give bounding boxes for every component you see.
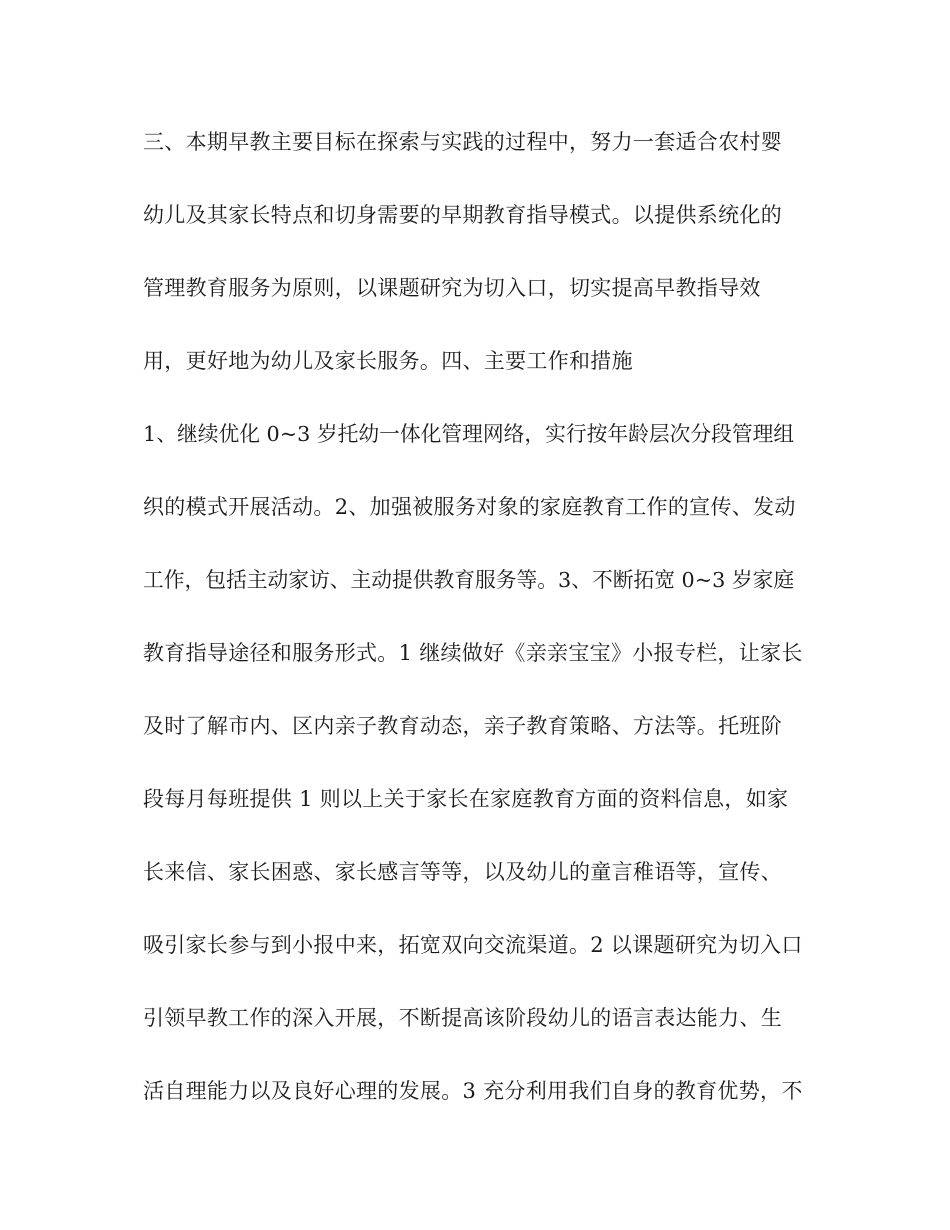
text-line: 活自理能力以及良好心理的发展。3 充分利用我们自身的教育优势，不 (143, 1079, 803, 1103)
text-line: 吸引家长参与到小报中来，拓宽双向交流渠道。2 以课题研究为切入口 (143, 933, 803, 957)
text-line: 引领早教工作的深入开展，不断提高该阶段幼儿的语言表达能力、生 (143, 1006, 782, 1030)
text-line: 及时了解市内、区内亲子教育动态，亲子教育策略、方法等。托班阶 (143, 714, 782, 738)
text-line: 织的模式开展活动。2、加强被服务对象的家庭教育工作的宣传、发动 (143, 495, 796, 519)
text-line: 段每月每班提供 1 则以上关于家长在家庭教育方面的资料信息，如家 (143, 787, 789, 811)
text-line: 教育指导途径和服务形式。1 继续做好《亲亲宝宝》小报专栏，让家长 (143, 641, 803, 665)
text-line: 幼儿及其家长特点和切身需要的早期教育指导模式。以提供系统化的 (143, 203, 782, 227)
text-line: 长来信、家长困惑、家长感言等等，以及幼儿的童言稚语等，宣传、 (143, 860, 782, 884)
text-line: 工作，包括主动家访、主动提供教育服务等。3、不断拓宽 0~3 岁家庭 (143, 568, 795, 592)
text-line: 用，更好地为幼儿及家长服务。四、主要工作和措施 (143, 349, 633, 373)
text-line: 管理教育服务为原则，以课题研究为切入口，切实提高早教指导效 (143, 276, 761, 300)
text-line: 三、本期早教主要目标在探索与实践的过程中，努力一套适合农村婴 (143, 130, 782, 154)
text-line: 1、继续优化 0~3 岁托幼一体化管理网络，实行按年龄层次分段管理组 (143, 422, 795, 446)
